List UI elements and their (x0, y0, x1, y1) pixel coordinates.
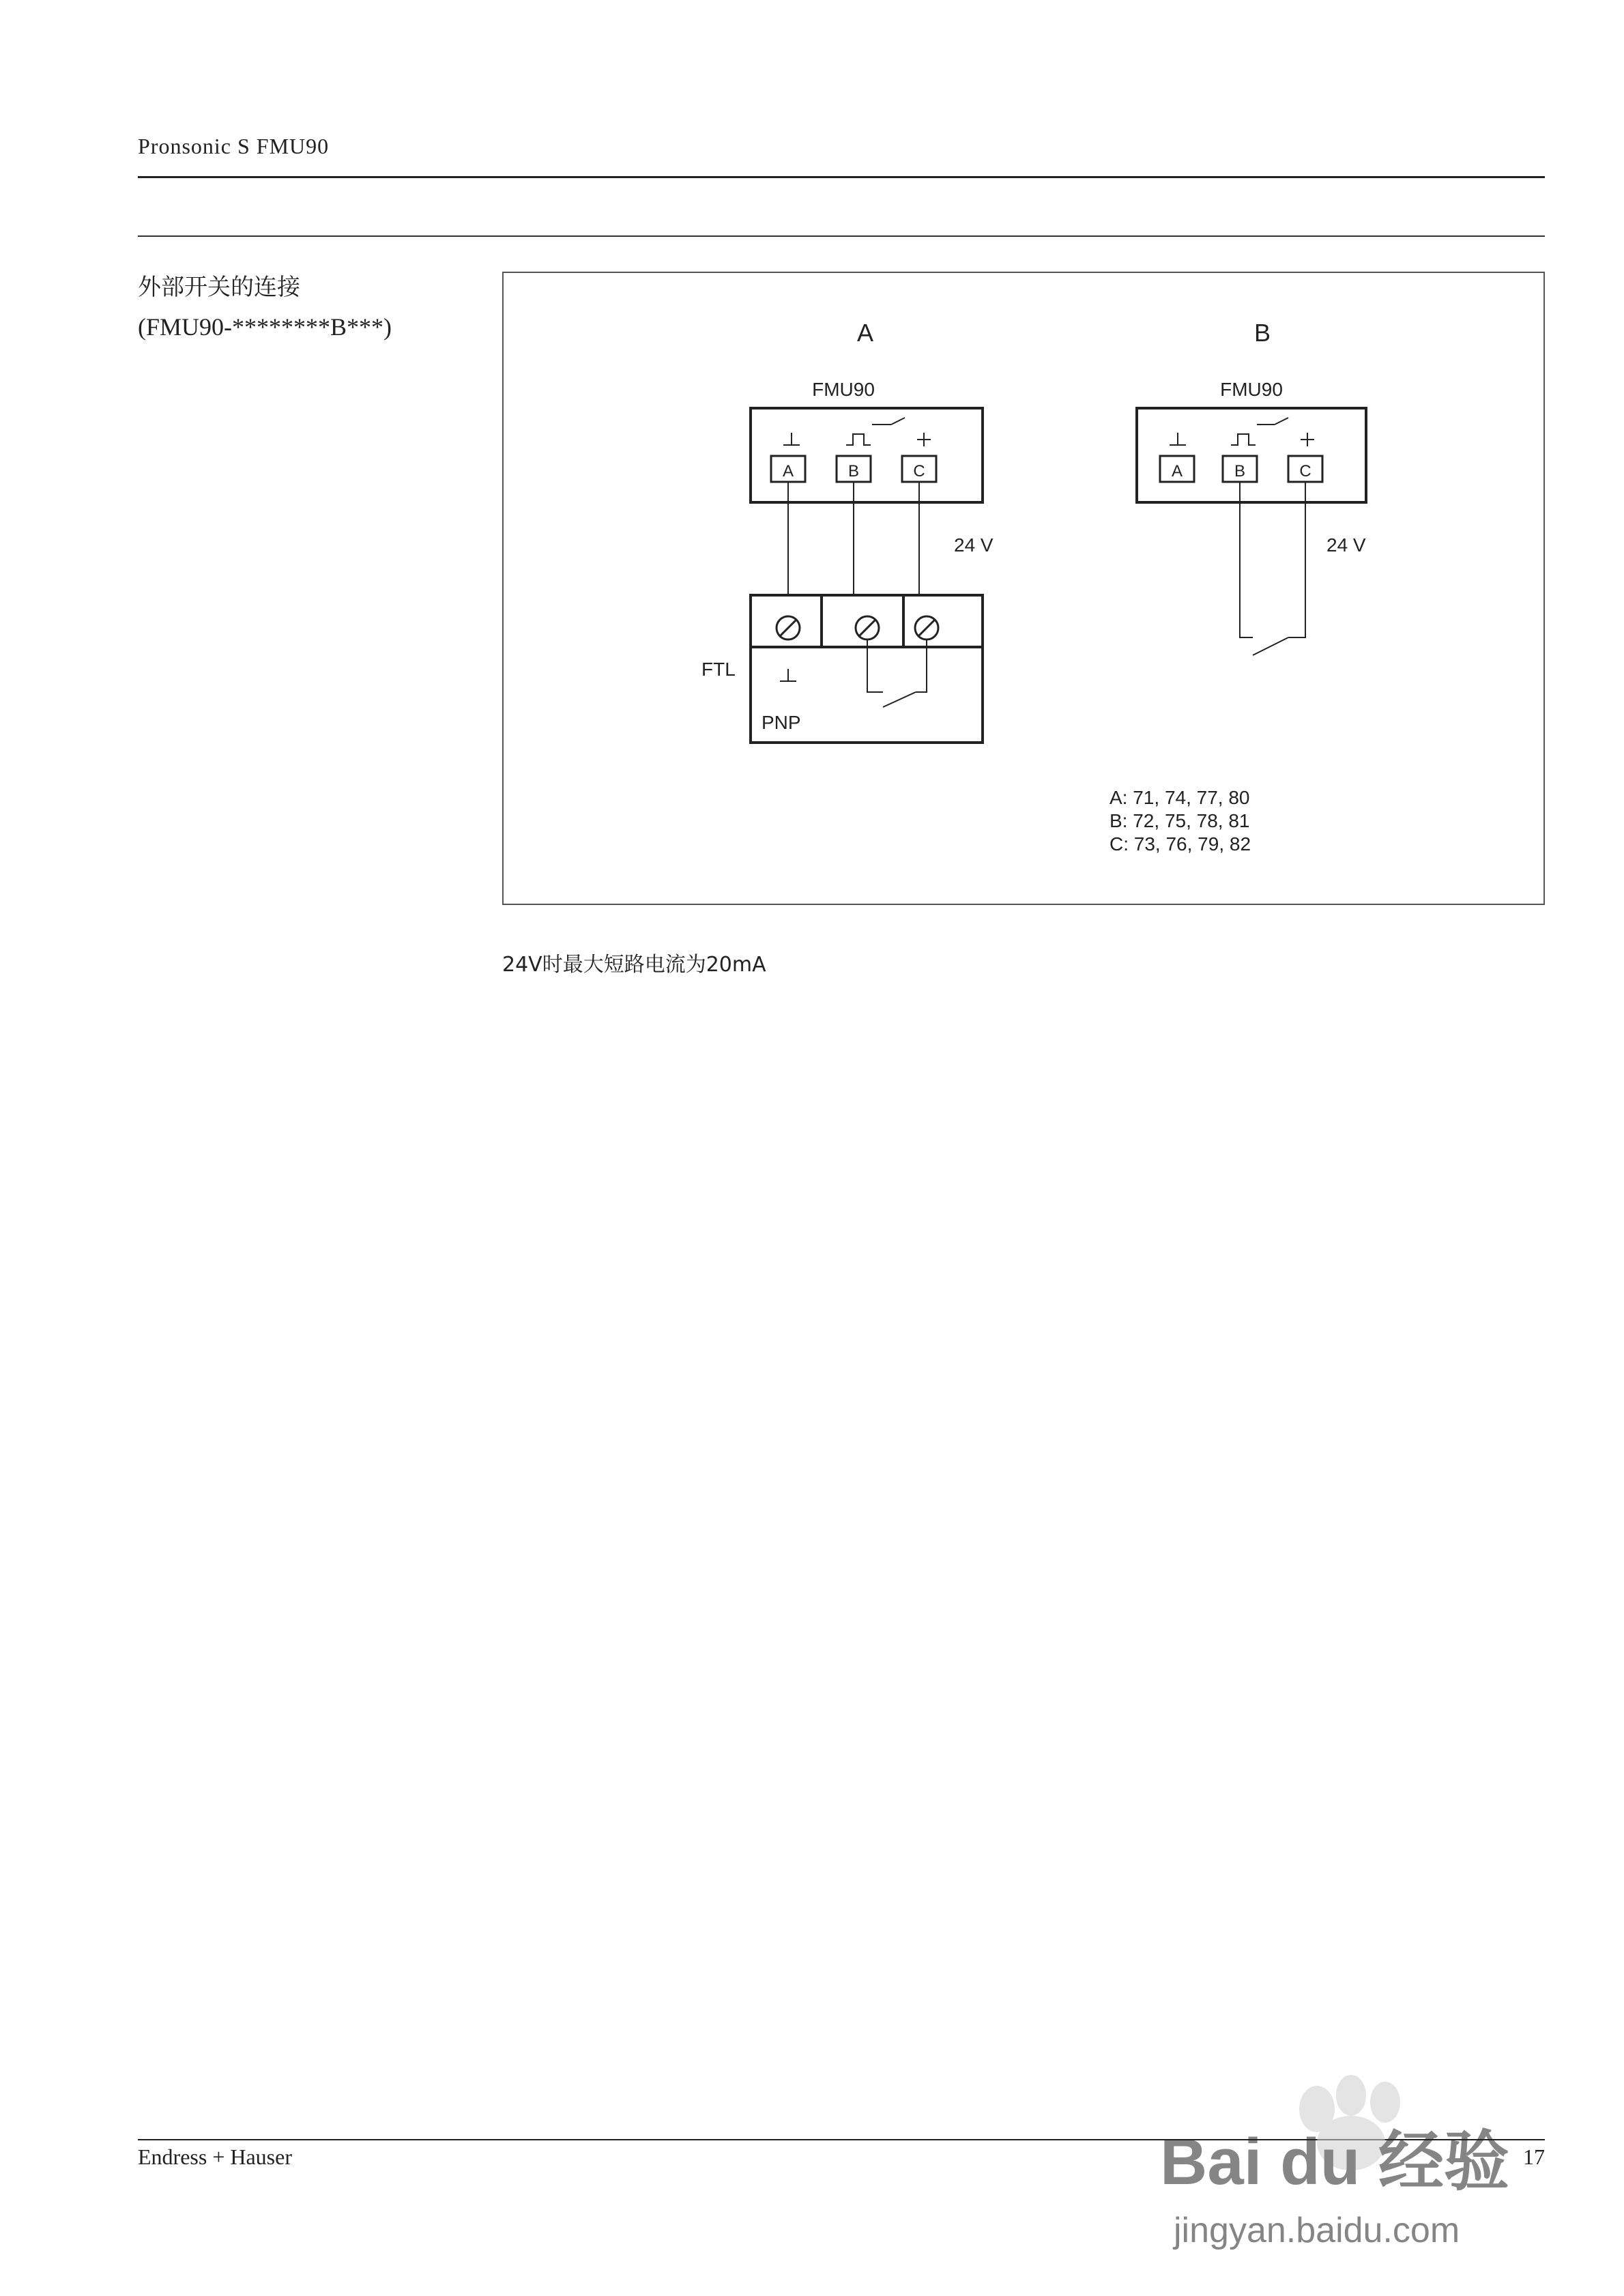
diagram-a-sensor-switch (780, 640, 927, 707)
diagram-a-terminal-c-label: C (913, 462, 925, 480)
diagram-b-terminal-b-label: B (1234, 462, 1246, 480)
diagram-a-terminal-a-label: A (782, 462, 794, 480)
wiring-diagram-figure (502, 272, 1545, 905)
diagram-b-switch-wiring (1240, 482, 1305, 655)
document-header-title: Pronsonic S FMU90 (138, 134, 330, 158)
diagram-a-voltage-label: 24 V (954, 534, 994, 556)
diagram-b-ground-symbol (1170, 433, 1186, 445)
section-heading (138, 268, 392, 347)
section-rule (138, 235, 1545, 237)
section-subtitle: (FMU90-********B***) (138, 313, 392, 341)
diagram-b-terminal-c-label: C (1299, 462, 1311, 480)
diagram-b-device-label: FMU90 (1220, 379, 1283, 400)
header-rule (138, 176, 1545, 178)
wiring-diagram-svg (504, 273, 1546, 906)
diagram-b (1137, 319, 1366, 655)
diagram-a-sensor-type: PNP (762, 712, 801, 733)
legend-line-b: B: 72, 75, 78, 81 (1110, 810, 1250, 831)
diagram-a-ground-symbol (783, 433, 800, 445)
diagram-a (701, 319, 994, 743)
diagram-a-sensor-label: FTL (701, 659, 736, 680)
diagram-a-label: A (856, 319, 874, 347)
diagram-b-voltage-label: 24 V (1326, 534, 1366, 556)
diagram-a-device-label: FMU90 (812, 379, 875, 400)
diagram-b-terminal-a-label: A (1171, 462, 1183, 480)
page-number: 17 (1523, 2144, 1545, 2169)
watermark-url: jingyan.baidu.com (1174, 2211, 1460, 2250)
baidu-watermark-logo (1146, 2054, 1528, 2259)
footer-company: Endress + Hauser (138, 2144, 292, 2169)
diagram-a-screw-terminals (777, 616, 938, 640)
section-title: 外部开关的连接 (138, 274, 300, 301)
legend-line-c: C: 73, 76, 79, 82 (1110, 833, 1251, 855)
terminal-legend (1110, 787, 1251, 855)
diagram-b-pulse-symbol (1231, 418, 1288, 445)
diagram-b-label: B (1253, 319, 1271, 347)
diagram-b-plus-symbol (1301, 433, 1314, 446)
diagram-a-pulse-symbol (846, 418, 905, 445)
watermark-logo-text: Bai du 经验 (1160, 2125, 1510, 2198)
diagram-a-terminal-b-label: B (847, 462, 860, 480)
figure-note: 24V时最大短路电流为20mA (502, 953, 766, 977)
diagram-a-plus-symbol (917, 433, 931, 446)
diagram-a-wires (788, 482, 919, 594)
legend-line-a: A: 71, 74, 77, 80 (1110, 787, 1250, 808)
